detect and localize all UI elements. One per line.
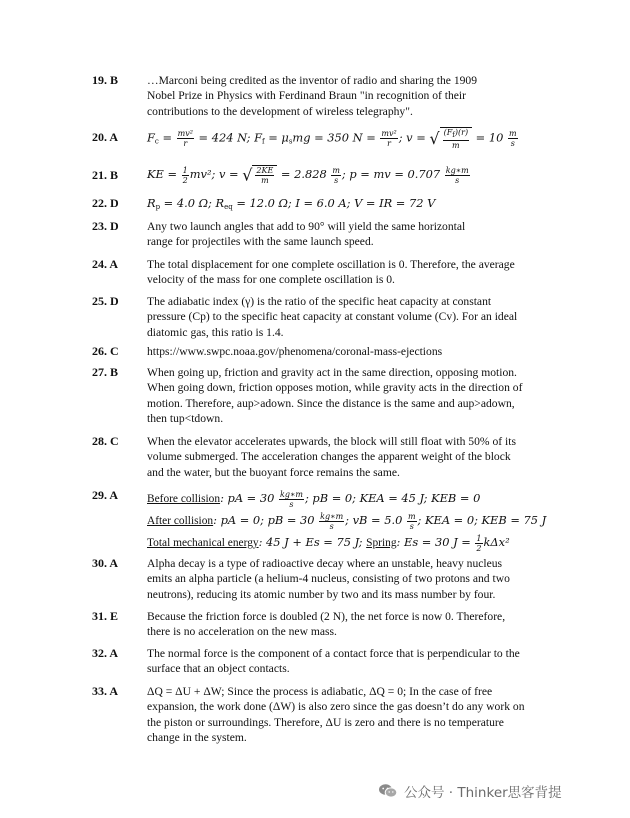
numerator: m — [332, 165, 340, 175]
text-line: Alpha decay is a type of radioactive decay where an unstable, heavy nucleus — [147, 557, 503, 570]
numerator: kg∗m — [279, 489, 303, 499]
math-text: kΔx² — [483, 535, 510, 549]
math-sub: s — [288, 137, 293, 146]
unit-fraction — [407, 512, 417, 531]
unit-fraction — [508, 129, 518, 148]
math-text: : 45 J + Es = 75 J; — [258, 535, 367, 549]
math-text: (F — [443, 128, 453, 137]
math-text: R — [147, 196, 156, 210]
watermark-text: 公众号 · Thinker思客背提 — [404, 785, 562, 801]
math-text: = 424 N; — [194, 130, 255, 145]
denominator: s — [289, 499, 294, 509]
text-line: there is no acceleration on the new mass. — [147, 625, 337, 639]
math-text: F — [254, 130, 263, 145]
math-text: ; KEA = 0; KEB = 75 J — [417, 513, 547, 527]
numerator — [443, 128, 469, 141]
denominator: 2 — [476, 543, 482, 553]
unit-fraction — [279, 490, 304, 509]
numerator: kg∗m — [320, 511, 344, 521]
math-text: = 2.828 — [277, 167, 331, 181]
text-line: volume submerged. The acceleration changes the apparent weight of the block — [147, 450, 511, 464]
numerator: 1 — [476, 533, 482, 543]
math-text: mg = 350 N = — [292, 130, 380, 145]
answer-number: 22. D — [92, 196, 119, 210]
fraction — [177, 129, 194, 148]
answer-explanation — [147, 365, 557, 426]
math-sub: f — [452, 131, 455, 139]
text-line: Any two launch angles that add to 90° will yield the same horizontal — [147, 220, 466, 233]
answer-equation — [147, 196, 557, 215]
numerator: mv² — [177, 129, 193, 138]
denominator: m — [261, 176, 269, 185]
answer-explanation — [147, 73, 557, 119]
text-line: emits an alpha particle (a helium-4 nucleus, consisting of two protons and two — [147, 572, 510, 586]
before-collision-row — [147, 488, 557, 510]
answer-explanation — [147, 257, 557, 288]
text-line: contributions to the development of wireless telegraphy". — [147, 104, 413, 118]
answer-number: 28. C — [92, 434, 119, 448]
math-sub: f — [262, 137, 265, 146]
row-label: Total mechanical energy — [147, 537, 259, 549]
text-line: velocity of the mass for one complete oscillation is 0. — [147, 273, 395, 287]
text-line: When the elevator accelerates upwards, the block will still float with 50% of its — [147, 435, 516, 448]
answer-explanation — [147, 646, 557, 677]
math-text: = 12.0 Ω; I = 6.0 A; V = IR = 72 V — [232, 196, 436, 210]
math-sub: eq — [224, 203, 233, 211]
answer-number: 29. A — [92, 488, 119, 502]
math-text: = 10 — [472, 130, 507, 145]
answer-equation — [147, 165, 557, 185]
unit-fraction — [445, 166, 470, 185]
text-line: When going down, friction opposes motion, while gravity acts in the direction of — [147, 381, 523, 395]
answer-number: 24. A — [92, 257, 119, 271]
denominator: s — [334, 175, 339, 185]
numerator: m — [407, 511, 416, 521]
text-line: …Marconi being credited as the inventor of radio and sharing the 1909 — [147, 74, 478, 87]
answer-explanation — [147, 684, 557, 745]
unit-fraction — [319, 512, 344, 531]
text-line: The total displacement for one complete oscillation is 0. Therefore, the average — [147, 258, 515, 271]
text-line: then tup<tdown. — [147, 411, 224, 425]
text-line: Nobel Prize in Physics with Ferdinand Braun "in recognition of their — [147, 89, 466, 103]
denominator: 2 — [182, 175, 188, 185]
math-text: = 4.0 Ω; — [160, 196, 216, 210]
math-text: KE = — [147, 167, 181, 181]
fraction — [443, 128, 469, 150]
text-line: ΔQ = ΔU + ΔW; Since the process is adiabatic, ΔQ = 0; In the case of free — [147, 685, 493, 698]
text-line: Because the friction force is doubled (2 N), the net force is now 0. Therefore, — [147, 610, 506, 623]
text-line: neutrons), reducing its atomic number by two and its mass number by four. — [147, 587, 496, 601]
answer-number: 30. A — [92, 556, 119, 570]
denominator: m — [452, 141, 460, 150]
text-line: motion. Therefore, aup>adown. Since the distance is the same and aup>adown, — [147, 396, 515, 410]
math-sub: c — [154, 137, 159, 146]
answer-number: 33. A — [92, 684, 119, 698]
wechat-watermark — [378, 781, 618, 801]
numerator: m — [508, 129, 517, 138]
answer-explanation — [147, 556, 557, 602]
sqrt-sign: √ — [429, 128, 440, 148]
answer-number: 23. D — [92, 219, 119, 233]
source-link[interactable]: https://www.swpc.noaa.gov/phenomena/coronal-mass-ejections — [147, 345, 443, 358]
fraction — [475, 534, 482, 553]
answer-number: 26. C — [92, 344, 119, 358]
sqrt-radicand — [440, 127, 472, 150]
denominator: r — [387, 139, 391, 148]
unit-fraction — [331, 166, 341, 185]
math-text: : Es = 30 J = — [396, 535, 475, 549]
denominator: s — [329, 521, 334, 531]
text-line: range for projectiles with the same launch speed. — [147, 235, 374, 249]
text-line: and the water, but the buoyant force remains the same. — [147, 465, 400, 479]
answer-number: 21. B — [92, 168, 119, 182]
math-text: = — [158, 130, 176, 145]
math-text: : pA = 0; pB = 30 — [213, 513, 319, 527]
text-line: the piston or surroundings. Therefore, ΔU is zero and there is no temperature — [147, 715, 504, 729]
row-label: Spring — [366, 537, 397, 549]
math-text: : pA = 30 — [220, 491, 278, 505]
row-label: Before collision — [147, 493, 221, 505]
math-sub: p — [155, 203, 161, 211]
sqrt-sign: √ — [242, 165, 253, 185]
math-text: = μ — [264, 130, 289, 145]
denominator: s — [455, 175, 460, 185]
math-text: ; vB = 5.0 — [345, 513, 406, 527]
text-line: When going up, friction and gravity act in the same direction, opposing motion. — [147, 366, 517, 379]
math-text: R — [215, 196, 225, 210]
row-label: After collision — [147, 515, 214, 527]
answer-number: 31. E — [92, 609, 119, 623]
text-line: The adiabatic index (γ) is the ratio of the specific heat capacity at constant — [147, 295, 492, 308]
math-text: mv²; v = — [189, 167, 243, 181]
answer-number: 25. D — [92, 294, 119, 308]
math-text: F — [147, 130, 155, 145]
denominator: r — [183, 139, 188, 148]
text-line: surface that an object contacts. — [147, 662, 290, 676]
answer-equation — [147, 127, 557, 150]
math-text: ; pB = 0; KEA = 45 J; KEB = 0 — [304, 491, 481, 505]
answer-explanation — [147, 344, 557, 359]
text-line: expansion, the work done (ΔW) is also zero since the gas doesn’t do any work on — [147, 700, 525, 714]
text-line: The normal force is the component of a contact force that is perpendicular to the — [147, 647, 520, 660]
numerator: kg∗m — [445, 165, 469, 175]
answer-explanation — [147, 609, 557, 640]
answer-number: 32. A — [92, 646, 119, 660]
numerator: 1 — [182, 165, 188, 175]
denominator: s — [510, 139, 515, 148]
math-text: ; p = mv = 0.707 — [341, 167, 444, 181]
math-text: ; v = — [398, 130, 430, 145]
answer-number: 20. A — [92, 130, 119, 144]
answer-explanation — [147, 294, 557, 340]
math-text: )(r) — [454, 128, 469, 137]
fraction — [380, 129, 397, 148]
answer-explanation — [147, 219, 557, 250]
energy-row — [147, 532, 557, 554]
numerator: 2KE — [256, 166, 274, 175]
denominator: s — [409, 521, 414, 531]
fraction — [182, 166, 189, 185]
sqrt-radicand — [252, 165, 277, 185]
answer-number: 19. B — [92, 73, 119, 87]
wechat-icon — [378, 783, 398, 799]
answer-number: 27. B — [92, 365, 119, 379]
text-line: diatomic gas, this ratio is 1.4. — [147, 325, 284, 339]
text-line: change in the system. — [147, 730, 247, 744]
fraction — [255, 166, 274, 185]
answer-equations — [147, 488, 557, 554]
numerator: mv² — [381, 129, 397, 138]
answer-explanation — [147, 434, 557, 480]
text-line: pressure (Cp) to the specific heat capacity at constant volume (Cv). For an ideal — [147, 310, 518, 324]
after-collision-row — [147, 510, 557, 532]
